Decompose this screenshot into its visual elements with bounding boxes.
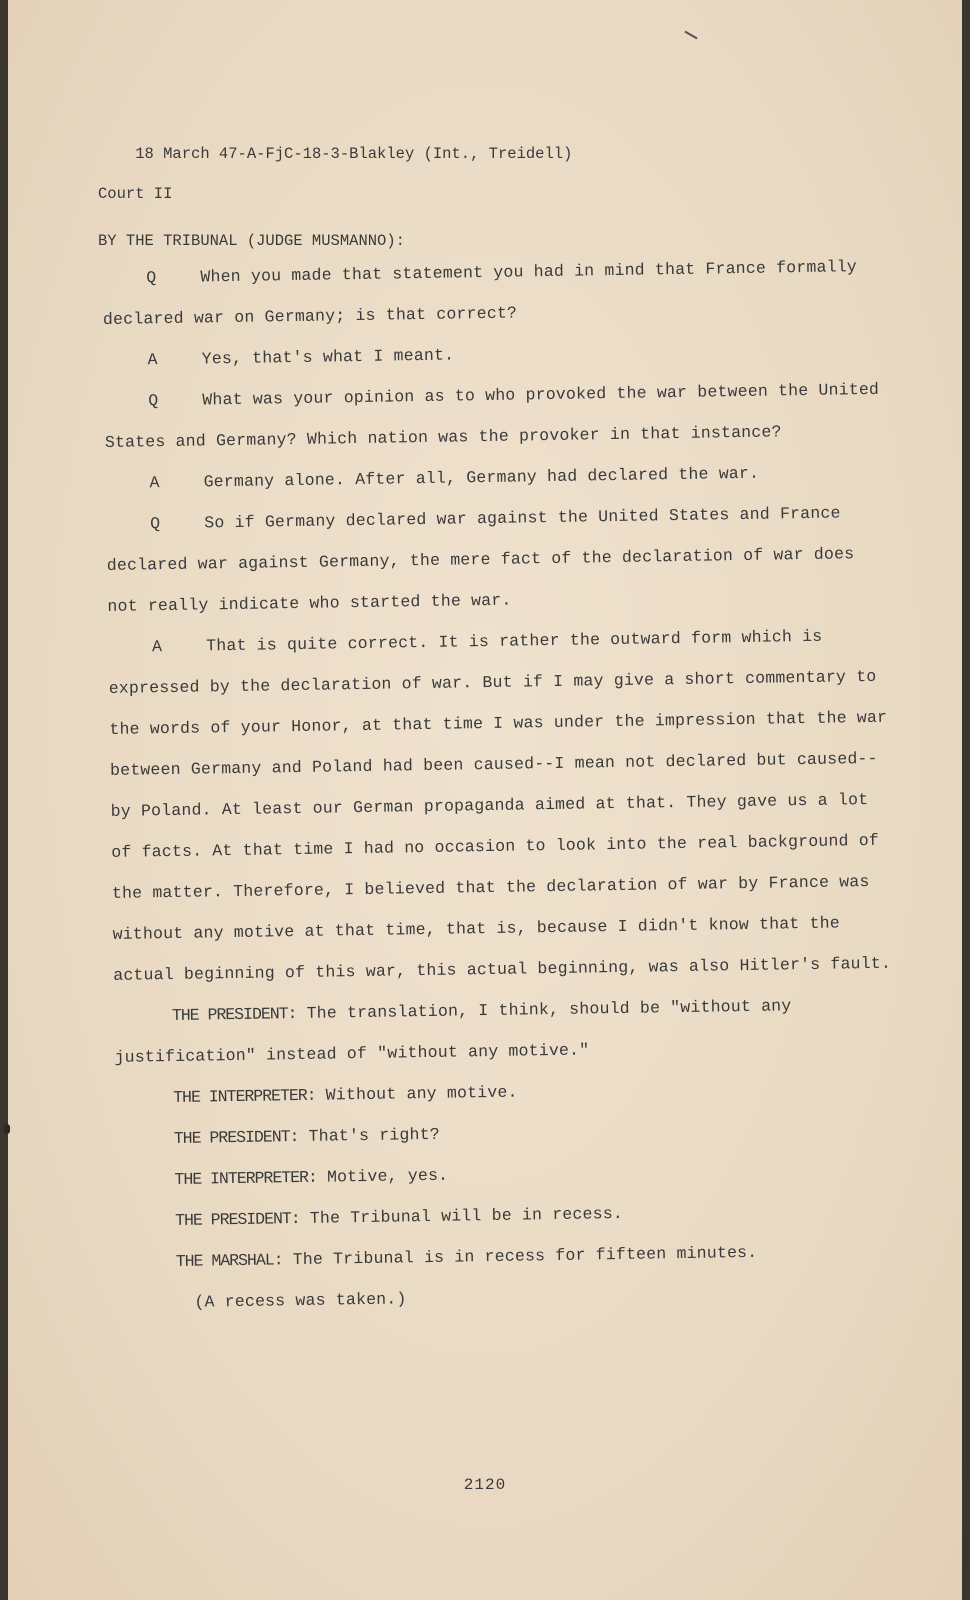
speaker-text: The translation, I think, should be "without any justification" instead of "without any motive." (114, 996, 792, 1067)
exchange-line (114, 984, 895, 1078)
qa-label: Q (150, 514, 161, 534)
page-number: 2120 (463, 1476, 507, 1494)
qa-paragraph (102, 246, 883, 340)
speaker-label: THE MARSHAL: (175, 1250, 283, 1271)
document-header (98, 124, 572, 244)
qa-paragraph (106, 492, 888, 627)
speaker-text: The Tribunal is in recess for fifteen minutes. (292, 1242, 758, 1270)
qa-label: Q (146, 268, 157, 288)
qa-text: So if Germany declared war against the United States and France declared war against Germany, the mere fact of the declaration of war does not really indicate who started the war. (106, 503, 855, 616)
speaker-label: THE INTERPRETER: (174, 1167, 318, 1189)
speaker-label: THE PRESIDENT: (171, 1004, 297, 1025)
document-page (8, 0, 962, 1600)
stray-mark (684, 31, 697, 40)
qa-label: A (151, 637, 163, 657)
speaker-label: THE PRESIDENT: (173, 1127, 299, 1148)
section-heading: BY THE TRIBUNAL (JUDGE MUSMANNO): (98, 232, 405, 250)
qa-text: What was your opinion as to who provoked the war between the United States and Germany? Which nation was the provoker in that instance? (104, 379, 880, 452)
speaker-label: THE PRESIDENT: (174, 1209, 300, 1230)
speaker-text: That's right? (308, 1124, 441, 1146)
transcript-body (102, 246, 899, 1324)
speaker-text: Motive, yes. (326, 1165, 449, 1187)
qa-text: That is quite correct. It is rather the outward form which is expressed by the declaration of war. But if I may give a short commentary to the words of your Honor, at that time I was under the impression that the war between Germany and Poland had been caused--I mean not declared but caused--by Poland. At least our German propaganda aimed at that. They gave us a lot of facts. At that time I had no occasion to look into the real background of the matter. Therefore, I believed that the declaration of war by France was without any motive at that time, that is, because I didn't know that the actual beginning of this war, this actual beginning, was also Hitler's fault. (108, 626, 892, 985)
qa-paragraph (104, 369, 885, 463)
header-line-1: 18 March 47-A-FjC-18-3-Blakley (Int., Treidell) (135, 145, 573, 163)
qa-paragraph (108, 615, 894, 996)
header-line-2: Court II (98, 185, 173, 203)
qa-label: A (149, 473, 160, 493)
speaker-text: Without any motive. (325, 1082, 518, 1105)
qa-label: Q (148, 391, 159, 411)
speaker-label: THE INTERPRETER: (173, 1085, 316, 1107)
recess-note: (A recess was taken.) (194, 1289, 407, 1312)
binding-hole (4, 1124, 10, 1134)
qa-label: A (147, 350, 158, 370)
qa-text: Yes, that's what I meant. (201, 345, 455, 369)
speaker-text: The Tribunal will be in recess. (309, 1203, 624, 1228)
qa-text: When you made that statement you had in mind that France formally declared war on Germany; is that correct? (102, 257, 858, 329)
qa-text: Germany alone. After all, Germany had declared the war. (203, 463, 760, 492)
